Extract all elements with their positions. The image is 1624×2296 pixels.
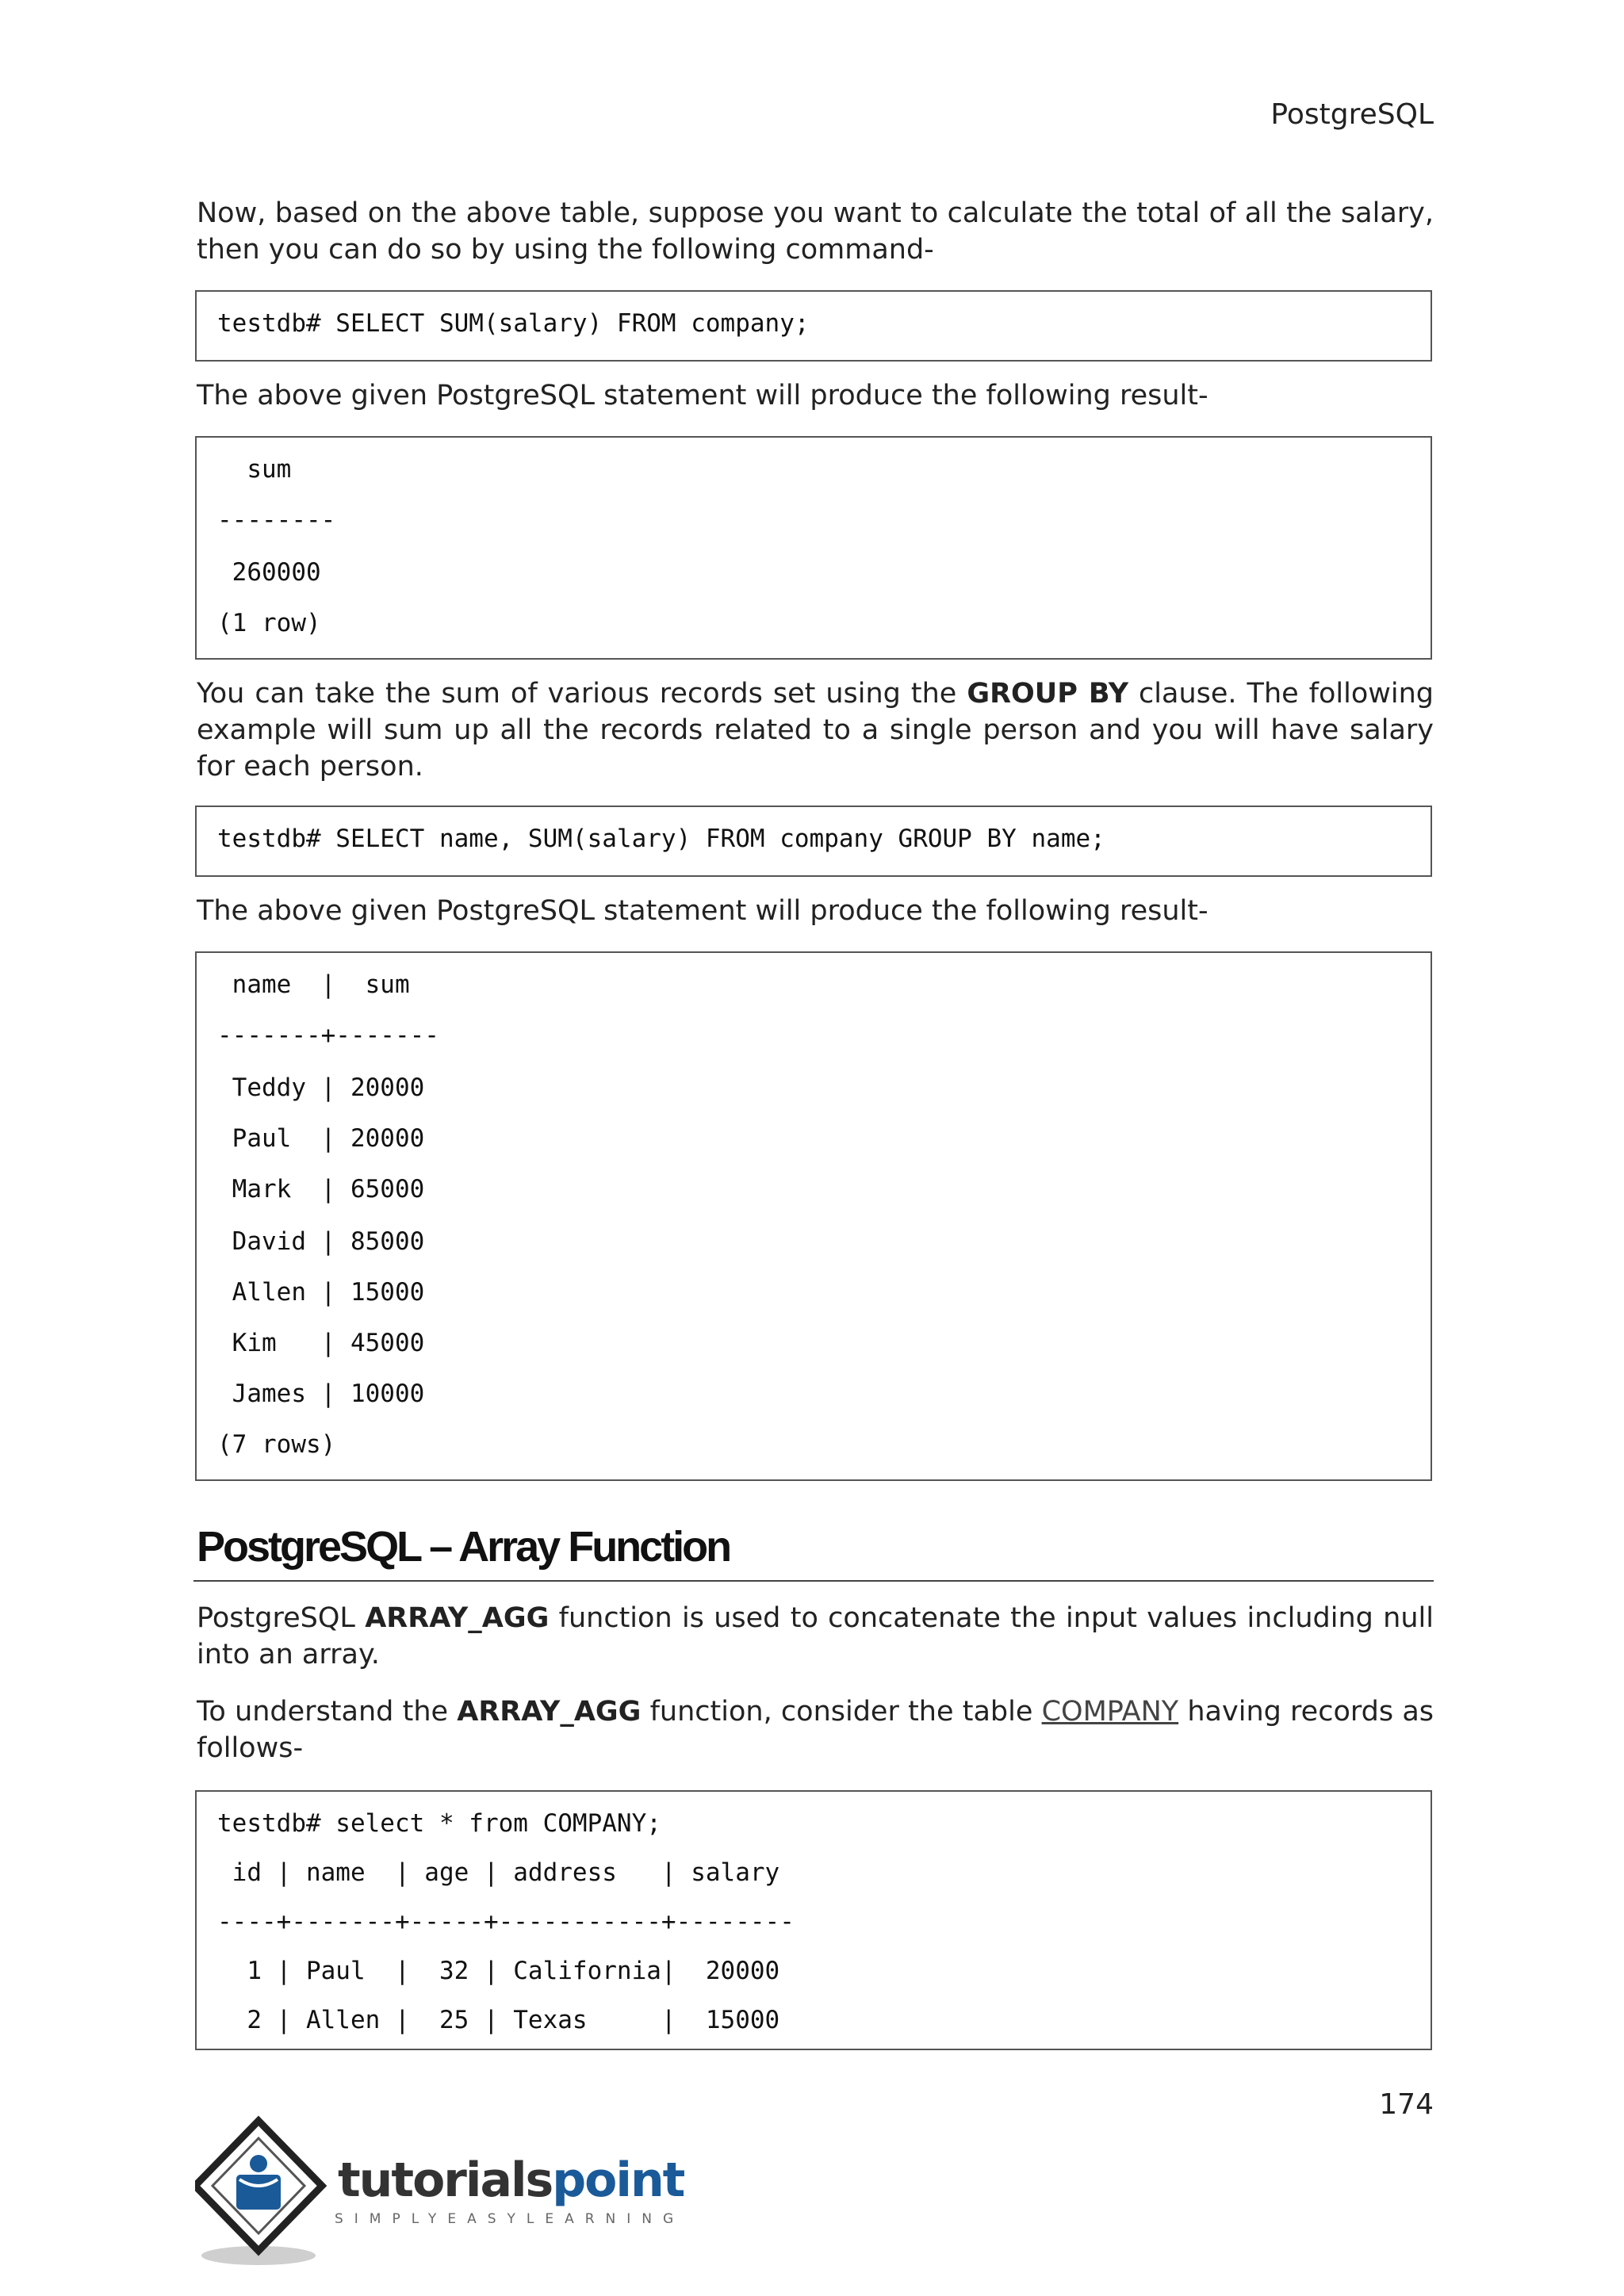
code-line: Mark | 65000: [217, 1175, 425, 1203]
text-run: To understand the: [197, 1696, 458, 1728]
code-line: ----+-------+-----+-----------+--------: [217, 1908, 795, 1936]
code-block-sum-query: [195, 290, 1432, 362]
code-block-group-by-result: [195, 951, 1432, 1481]
logo-tagline: SIMPLYEASYLEARNING: [335, 2211, 685, 2227]
code-line: David | 85000: [217, 1227, 425, 1256]
code-line: 2 | Allen | 25 | Texas | 15000: [217, 2006, 780, 2034]
tutorialspoint-logo: [195, 2113, 687, 2271]
logo-word-tutorials: tutorials: [338, 2152, 553, 2208]
code-line: testdb# SELECT SUM(salary) FROM company;: [217, 309, 810, 338]
text-run: clause. The following example will sum up all the records related to a single person and you will have salary for each person.: [197, 678, 1434, 783]
code-line: sum: [217, 455, 292, 484]
code-line: id | name | age | address | salary: [217, 1858, 780, 1887]
keyword-array-agg: ARRAY_AGG: [457, 1696, 642, 1728]
keyword-group-by: GROUP BY: [967, 678, 1129, 710]
code-line: Teddy | 20000: [217, 1073, 425, 1102]
section-heading: PostgreSQL – Array Function: [197, 1523, 730, 1571]
code-line: Allen | 15000: [217, 1278, 425, 1307]
paragraph-sum-intro: Now, based on the above table, suppose you want to calculate the total of all the salary, then you can do so by using the following command-: [197, 197, 1434, 266]
paragraph-company-table: [197, 1693, 1434, 1766]
code-line: (1 row): [217, 609, 321, 637]
text-run: function is used to concatenate the input values including null into an array.: [197, 1602, 1434, 1670]
text-run: function, consider the table: [641, 1696, 1042, 1728]
keyword-array-agg: ARRAY_AGG: [365, 1602, 550, 1634]
code-line: testdb# select * from COMPANY;: [217, 1809, 661, 1838]
code-line: name | sum: [217, 970, 410, 999]
paragraph-group-by: [197, 675, 1434, 785]
text-run: PostgreSQL: [197, 1602, 366, 1634]
code-line: 1 | Paul | 32 | California| 20000: [217, 1957, 780, 1985]
code-line: 260000: [217, 558, 321, 587]
code-block-company-records: [195, 1790, 1432, 2050]
paragraph-result-intro-2: The above given PostgreSQL statement will produce the following result-: [197, 895, 1208, 927]
text-run: having records as follows-: [197, 1696, 1434, 1764]
code-line: Kim | 45000: [217, 1329, 425, 1357]
code-line: -------+-------: [217, 1021, 439, 1050]
code-line: testdb# SELECT name, SUM(salary) FROM company GROUP BY name;: [217, 825, 1105, 853]
text-run: You can take the sum of various records set using the: [197, 678, 967, 710]
code-line: Paul | 20000: [217, 1124, 425, 1153]
paragraph-result-intro: The above given PostgreSQL statement will produce the following result-: [197, 380, 1208, 411]
code-line: (7 rows): [217, 1430, 336, 1459]
code-line: --------: [217, 506, 336, 534]
running-header: PostgreSQL: [1270, 98, 1434, 131]
code-block-sum-result: [195, 436, 1432, 660]
page-number: 174: [1379, 2088, 1434, 2121]
logo-word-point: point: [552, 2152, 684, 2208]
heading-underline: [193, 1580, 1434, 1582]
code-line: James | 10000: [217, 1380, 425, 1408]
company-link[interactable]: COMPANY: [1041, 1696, 1179, 1728]
logo-wordmark: [338, 2152, 684, 2208]
code-block-group-by-query: [195, 806, 1432, 877]
paragraph-array-agg: [197, 1600, 1434, 1673]
logo-mark-icon: [195, 2113, 338, 2271]
